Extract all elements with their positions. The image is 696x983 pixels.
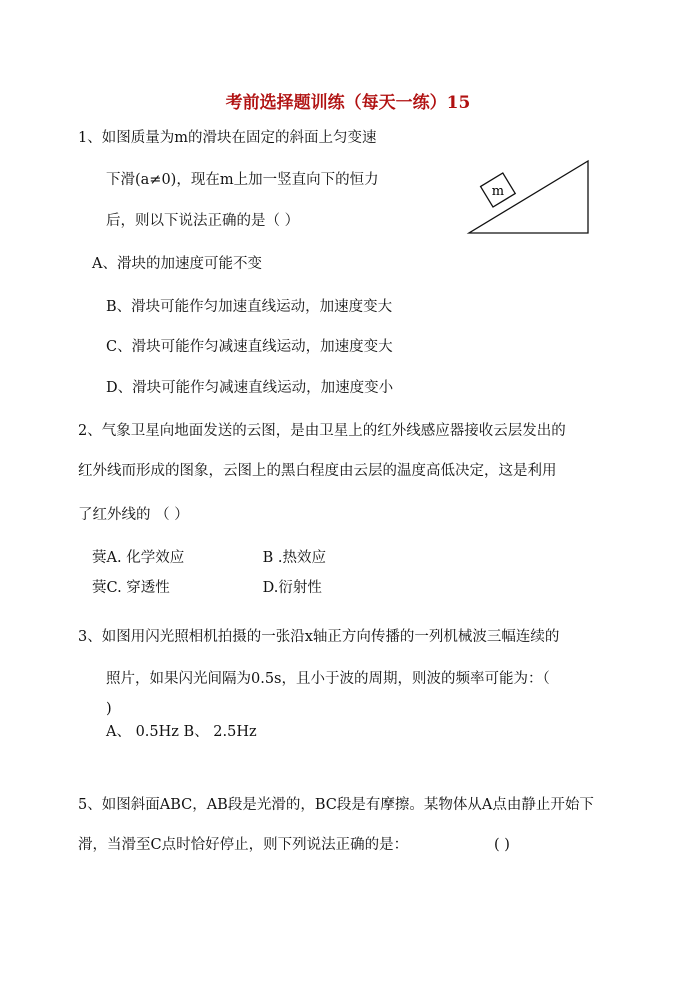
q3-stem-line-3: ) <box>106 701 112 717</box>
q3-options: A、 0.5Hz B、 2.5Hz <box>106 724 257 740</box>
q1-option-b: B、滑块可能作匀加速直线运动，加速度变大 <box>106 299 393 315</box>
q2-stem-line-1: 2、气象卫星向地面发送的云图，是由卫星上的红外线感应器接收云层发出的 <box>78 423 566 439</box>
q2-options-row-2 <box>92 576 322 597</box>
q5-stem-line-2: 滑，当滑至C点时恰好停止，则下列说法正确的是： <box>78 837 409 853</box>
q2-stem-line-3: 了红外线的 （ ） <box>78 507 189 523</box>
q2-option-c: 蓂C. 穿透性 <box>92 580 170 596</box>
incline-block-figure <box>466 157 592 237</box>
q1-stem-line-2: 下滑(a≠0)，现在m上加一竖直向下的恒力 <box>106 172 379 188</box>
q5-answer-paren: ( ) <box>494 837 510 853</box>
q1-option-c: C、滑块可能作匀减速直线运动，加速度变大 <box>106 339 393 355</box>
q3-stem-line-2: 照片，如果闪光间隔为0.5s，且小于波的周期，则波的频率可能为：（ <box>106 671 550 687</box>
q2-option-a: 蓂A. 化学效应 <box>92 550 185 566</box>
q5-stem-line-1: 5、如图斜面ABC，AB段是光滑的，BC段是有摩擦。某物体从A点由静止开始下 <box>78 797 594 813</box>
q1-option-d: D、滑块可能作匀减速直线运动，加速度变小 <box>106 380 394 396</box>
q2-option-b: B .热效应 <box>262 550 326 566</box>
q2-options-row-1 <box>92 546 326 567</box>
block-label: m <box>491 184 505 200</box>
q1-stem-line-3: 后，则以下说法正确的是（ ） <box>106 213 300 229</box>
q2-option-d: D.衍射性 <box>262 580 322 596</box>
q1-option-a: A、滑块的加速度可能不变 <box>92 256 262 272</box>
q3-stem-line-1: 3、如图用闪光照相机拍摄的一张沿x轴正方向传播的一列机械波三幅连续的 <box>78 629 560 645</box>
q1-stem-line-1: 1、如图质量为m的滑块在固定的斜面上匀变速 <box>78 130 377 146</box>
q2-stem-line-2: 红外线而形成的图象，云图上的黑白程度由云层的温度高低决定，这是利用 <box>78 463 557 479</box>
page-title: 考前选择题训练（每天一练）15 <box>225 93 471 113</box>
